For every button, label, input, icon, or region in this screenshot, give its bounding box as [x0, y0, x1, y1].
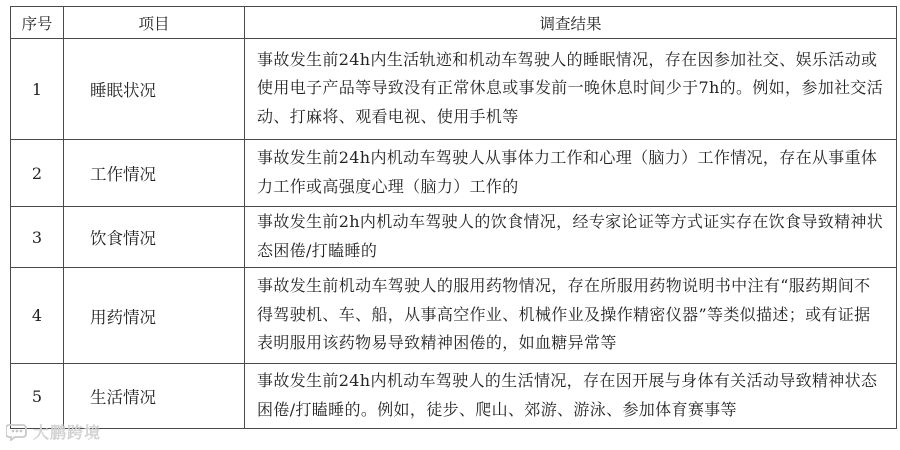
row-result: 事故发生前24h内机动车驾驶人从事体力工作和心理（脑力）工作情况，存在从事重体力工作或高强度心理（脑力）工作的	[245, 140, 897, 207]
row-item: 生活情况	[64, 364, 245, 429]
chat-bubble-logo-icon	[6, 423, 28, 441]
row-result: 事故发生前24h内生活轨迹和机动车驾驶人的睡眠情况，存在因参加社交、娱乐活动或使用电子产品等导致没有正常休息或事发前一晚休息时间少于7h的。例如，参加社交活动、打麻将、观看电视、使用手机等	[245, 39, 897, 140]
row-number: 5	[11, 364, 64, 429]
row-number: 4	[11, 268, 64, 364]
table-header-row	[11, 7, 897, 39]
row-item: 用药情况	[64, 268, 245, 364]
table-row	[11, 207, 897, 268]
table-row	[11, 364, 897, 429]
row-number: 2	[11, 140, 64, 207]
row-item: 睡眠状况	[64, 39, 245, 140]
row-number: 3	[11, 207, 64, 268]
table-row	[11, 140, 897, 207]
row-number: 1	[11, 39, 64, 140]
header-survey-result: 调查结果	[245, 7, 897, 39]
survey-results-table	[10, 6, 897, 429]
row-item: 工作情况	[64, 140, 245, 207]
header-item: 项目	[64, 7, 245, 39]
header-serial-number: 序号	[11, 7, 64, 39]
row-result: 事故发生前2h内机动车驾驶人的饮食情况，经专家论证等方式证实存在饮食导致精神状态困倦/打瞌睡的	[245, 207, 897, 268]
row-result: 事故发生前机动车驾驶人的服用药物情况，存在所服用药物说明书中注有“服药期间不得驾驶机、车、船，从事高空作业、机械作业及操作精密仪器”等类似描述；或有证据表明服用该药物易导致精神困倦的，如血糖异常等	[245, 268, 897, 364]
table-row	[11, 39, 897, 140]
row-result: 事故发生前24h内机动车驾驶人的生活情况，存在因开展与身体有关活动导致精神状态困倦/打瞌睡的。例如，徒步、爬山、郊游、游泳、参加体育赛事等	[245, 364, 897, 429]
watermark-text: 大鹏跨境	[33, 423, 102, 442]
row-item: 饮食情况	[64, 207, 245, 268]
table-row	[11, 268, 897, 364]
watermark	[6, 420, 101, 443]
